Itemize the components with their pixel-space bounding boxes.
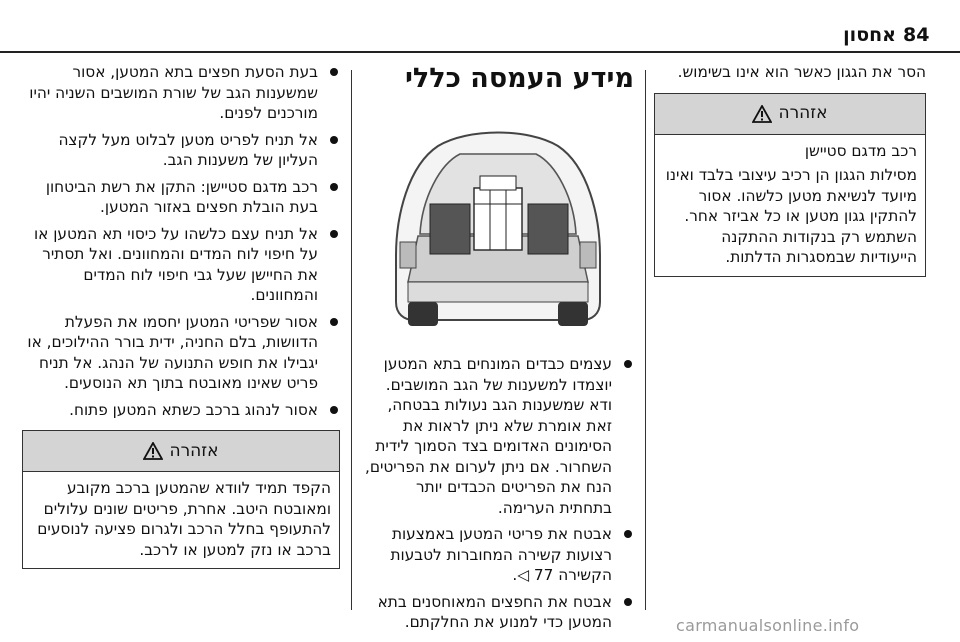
warning-header (655, 94, 925, 135)
column-left (654, 62, 926, 277)
bullet-icon (624, 360, 632, 368)
list-item: אל תניח לפריט מטען לבלוט מעל לקצה העליון של משענות הגב. (22, 130, 340, 171)
warning-triangle-icon (143, 442, 163, 460)
watermark-text[interactable]: carmanualsonline.info (676, 616, 860, 635)
bullet-icon (330, 183, 338, 191)
page-number: 84 (903, 24, 930, 46)
page-header (0, 0, 960, 52)
bullet-icon (624, 530, 632, 538)
section-heading: מידע העמסה כללי (404, 63, 634, 94)
warning-body (655, 135, 925, 276)
section-title: אחסון (843, 24, 896, 46)
warning-header (23, 431, 339, 472)
cargo-area-illustration (378, 106, 618, 338)
bullet-icon (624, 598, 632, 606)
warning-title: רכב מדגם סטיישן (804, 141, 917, 160)
warning-label: אזהרה (169, 440, 219, 461)
bullet-icon (330, 318, 338, 326)
warning-body: הקפד תמיד לוודא שהמטען ברכב מקובע ומאובטח היטב. אחרת, פריטים שונים עלולים להתעופף בחלל הרכב ולגרום פציעה לנוסעים ברכב או נזק למטען או לרכב. (37, 479, 331, 559)
bullet-icon (330, 406, 338, 414)
list-item: אסור שפריטי המטען יחסמו את הפעלת הדוושות, בלם החניה, ידית בורר ההילוכים, או יגבילו את חופש התנועה של הנהג. אל תניח פריט שאינו מאובטח בתוך תא הנוסעים. (22, 312, 340, 394)
list-item: אל תניח עצם כלשהו על כיסוי תא המטען או על חיפוי לוח המדים והמחוונים. ואל תסתיר את החיישן שעל גבי חיפוי לוח המדים והמחוונים. (22, 224, 340, 306)
column-middle (362, 62, 634, 639)
list-item: עצמים כבדים המונחים בתא המטען יוצמדו למשענות של הגב המושבים. ודא שמשענות הגב נעולות בבטחה, זאת אומרת שלא ניתן לראות את הסימונים האדומים בצד הסמוך לידית השחרור. אם ניתן לערום את הפריטים, הנח את הפריטים הכבדים יותר בתחתית הערימה. (362, 354, 634, 518)
column-divider-left (645, 70, 646, 610)
list-item: אסור לנהוג ברכב כשתא המטען פתוח. (22, 400, 340, 421)
list-item: בעת הסעת חפצים בתא המטען, אסור שמשענות הגב של שורת המושבים השניה יהיו מורכנים לפנים. (22, 62, 340, 124)
bullet-icon (330, 230, 338, 238)
cargo-rules-list (22, 62, 340, 420)
bullet-icon (330, 136, 338, 144)
intro-text: הסר את הגגון כאשר הוא אינו בשימוש. (677, 63, 926, 81)
warning-triangle-icon (752, 105, 772, 123)
loading-info-list (362, 354, 634, 633)
bullet-icon (330, 68, 338, 76)
column-divider-right (351, 70, 352, 610)
warning-box-cargo (22, 430, 340, 569)
list-item: אבטח את החפצים המאוחסנים בתא המטען כדי למנוע את החלקתם. (362, 592, 634, 633)
header-rule (0, 51, 960, 53)
warning-text: מסילות הגגון הן רכיב עיצובי בלבד ואינו מיועד לנשיאת מטען כלשהו. אסור להתקין גגון מטען או כל אביזר אחר. השתמש רק בנקודות ההתקנה הייעודיות שבמסגרות הדלתות. (665, 166, 917, 266)
column-right (22, 62, 340, 569)
warning-label: אזהרה (778, 103, 828, 124)
warning-box-estate (654, 93, 926, 277)
list-item: רכב מדגם סטיישן: התקן את רשת הביטחון בעת הובלת חפצים באזור המטען. (22, 177, 340, 218)
list-item: אבטח את פריטי המטען באמצעות רצועות קשירה המחוברות לטבעות הקשירה 77 ◁. (362, 524, 634, 586)
